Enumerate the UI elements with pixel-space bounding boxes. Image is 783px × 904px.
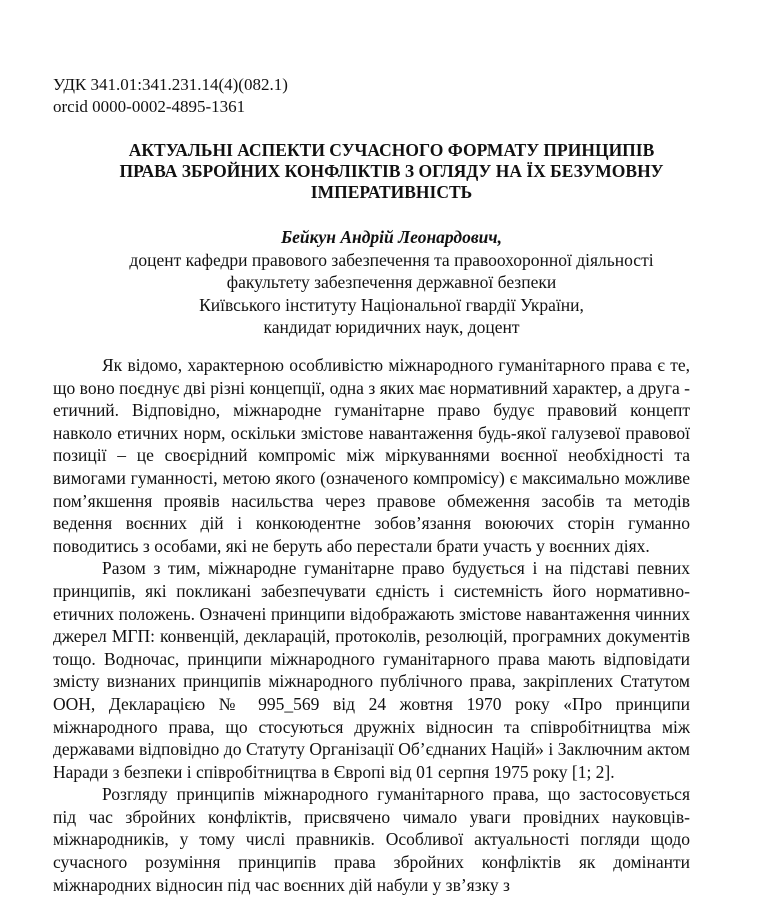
body-paragraph: Як відомо, характерною особливістю міжнародного гуманітарного права є те, що воно поєднує дві різні концепції, одна з яких має нормативний характер, а друга - етичний. Відповідно, міжнародне гуманітарне право будує правовий концепт навколо етичних норм, оскільки змістове навантаження будь-якої галузевої правової позиції – це своєрідний компроміс між міркуваннями воєнної необхідності та вимогами гуманності, метою якого (означеного компромісу) є максимально можливе пом’якшення проявів насильства через правове обмеження засобів та методів ведення воєнних дій і конкоюдентне зобов’язання воюючих сторін гуманно поводитись з особами, які не беруть або перестали брати участь у воєнних діях. (53, 355, 690, 556)
article-metadata (53, 74, 288, 118)
article-title (40, 140, 743, 203)
orcid-id: orcid 0000-0002-4895-1361 (53, 97, 246, 116)
author-faculty: факультету забезпечення державної безпеки (226, 272, 557, 292)
author-block (40, 226, 743, 339)
author-degree: кандидат юридичних наук, доцент (263, 317, 520, 337)
body-paragraph: Разом з тим, міжнародне гуманітарне право будується і на підставі певних принципів, які покликані забезпечувати єдність і системність його нормативно-етичних положень. Означені принципи відображають змістове навантаження чинних джерел МГП: конвенцій, декларацій, протоколів, резолюцій, програмних документів тощо. Водночас, принципи міжнародного гуманітарного права мають відповідати змісту визнаних принципів міжнародного публічного права, закріплених Статутом ООН, Декларацією № 995_569 від 24 жовтня 1970 року «Про принципи міжнародного права, що стосуються дружніх відносин та співробітництва між державами відповідно до Статуту Організації Об’єднаних Націй» і Заключним актом Наради з безпеки і співробітництва в Європі від 01 серпня 1975 року [1; 2]. (53, 558, 690, 782)
article-body (53, 354, 690, 896)
udc-code: УДК 341.01:341.231.14(4)(082.1) (53, 75, 288, 94)
author-institute: Київського інституту Національної гвардії України, (199, 294, 584, 315)
body-paragraph: Розгляду принципів міжнародного гуманітарного права, що застосовується під час збройних конфліктів, присвячено чимало уваги провідних науковців-міжнародників, у тому числі правників. Особливої актуальності погляди щодо сучасного розуміння принципів права збройних конфліктів як домінанти міжнародних відносин під час воєнних дій набули у зв’язку з (53, 784, 690, 895)
title-line: ІМПЕРАТИВНІСТЬ (310, 182, 473, 202)
author-name: Бейкун Андрій Леонардович, (281, 227, 502, 247)
author-position: доцент кафедри правового забезпечення та правоохоронної діяльності (129, 249, 654, 270)
title-line: АКТУАЛЬНІ АСПЕКТИ СУЧАСНОГО ФОРМАТУ ПРИНЦИПІВ (128, 140, 655, 160)
title-line: ПРАВА ЗБРОЙНИХ КОНФЛІКТІВ З ОГЛЯДУ НА ЇХ БЕЗУМОВНУ (119, 161, 664, 181)
